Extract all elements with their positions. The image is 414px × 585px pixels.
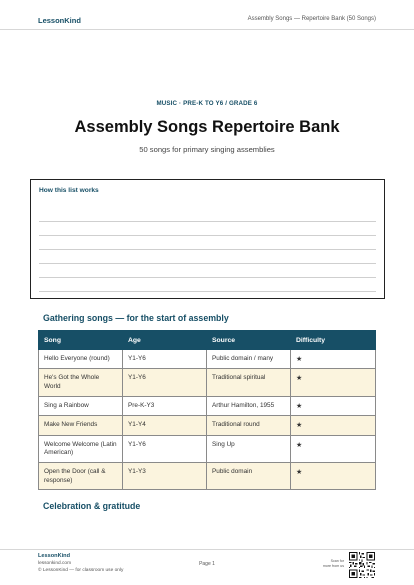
- table-row: [39, 435, 376, 462]
- source-cell: Public domain: [207, 462, 291, 489]
- page-number: Page 1: [199, 561, 215, 567]
- header-document-title: Assembly Songs — Repertoire Bank (50 Songs): [247, 16, 376, 22]
- scan-note-line-1: Scan for: [330, 559, 344, 563]
- difficulty-star-icon: ★: [291, 462, 376, 489]
- column-header-age: Age: [123, 331, 207, 350]
- how-box-title: How this list works: [39, 187, 99, 194]
- page-title: Assembly Songs Repertoire Bank: [74, 118, 340, 136]
- age-cell: Pre-K-Y3: [123, 396, 207, 415]
- song-cell: Welcome Welcome (Latin American): [39, 435, 123, 462]
- table-row: [39, 396, 376, 415]
- brand-logo-text[interactable]: LessonKind: [38, 16, 81, 25]
- writing-line: [39, 235, 376, 236]
- source-cell: Traditional round: [207, 416, 291, 435]
- table-row: [39, 416, 376, 435]
- difficulty-star-icon: ★: [291, 435, 376, 462]
- age-cell: Y1-Y6: [123, 369, 207, 396]
- song-cell: He's Got the Whole World: [39, 369, 123, 396]
- writing-line: [39, 221, 376, 222]
- source-cell: Traditional spiritual: [207, 369, 291, 396]
- footer-brand: LessonKind: [38, 553, 71, 559]
- page-header: [0, 0, 414, 30]
- difficulty-star-icon: ★: [291, 350, 376, 369]
- section-heading-gathering: Gathering songs — for the start of assembly: [43, 313, 229, 323]
- footer-url-link[interactable]: lessonkind.com: [38, 561, 72, 566]
- column-header-difficulty: Difficulty: [291, 331, 376, 350]
- subject-kicker: MUSIC · PRE-K TO Y6 / GRADE 6: [156, 100, 258, 107]
- age-cell: Y1-Y4: [123, 416, 207, 435]
- age-cell: Y1-Y3: [123, 462, 207, 489]
- age-cell: Y1-Y6: [123, 350, 207, 369]
- writing-line: [39, 291, 376, 292]
- source-cell: Public domain / many: [207, 350, 291, 369]
- source-cell: Sing Up: [207, 435, 291, 462]
- difficulty-star-icon: ★: [291, 369, 376, 396]
- writing-line: [39, 249, 376, 250]
- table-row: [39, 369, 376, 396]
- page-subtitle: 50 songs for primary singing assemblies: [139, 145, 275, 154]
- writing-line: [39, 263, 376, 264]
- footer-copyright: © LessonKind — for classroom use only: [38, 568, 124, 573]
- difficulty-star-icon: ★: [291, 416, 376, 435]
- song-cell: Sing a Rainbow: [39, 396, 123, 415]
- scan-note: [323, 559, 344, 568]
- song-cell: Make New Friends: [39, 416, 123, 435]
- table-row: [39, 462, 376, 489]
- source-cell: Arthur Hamilton, 1955: [207, 396, 291, 415]
- column-header-source: Source: [207, 331, 291, 350]
- table-header-row: [39, 331, 376, 350]
- table-row: [39, 350, 376, 369]
- page-footer: [0, 549, 414, 585]
- scan-note-line-2: more from us: [322, 563, 344, 568]
- age-cell: Y1-Y6: [123, 435, 207, 462]
- how-this-list-works-box: [30, 179, 385, 299]
- song-cell: Hello Everyone (round): [39, 350, 123, 369]
- qr-code-icon[interactable]: [349, 552, 375, 578]
- column-header-song: Song: [39, 331, 123, 350]
- song-cell: Open the Door (call & response): [39, 462, 123, 489]
- songs-table-gathering: [38, 330, 376, 490]
- difficulty-star-icon: ★: [291, 396, 376, 415]
- section-heading-celebration: Celebration & gratitude: [43, 501, 141, 511]
- writing-line: [39, 277, 376, 278]
